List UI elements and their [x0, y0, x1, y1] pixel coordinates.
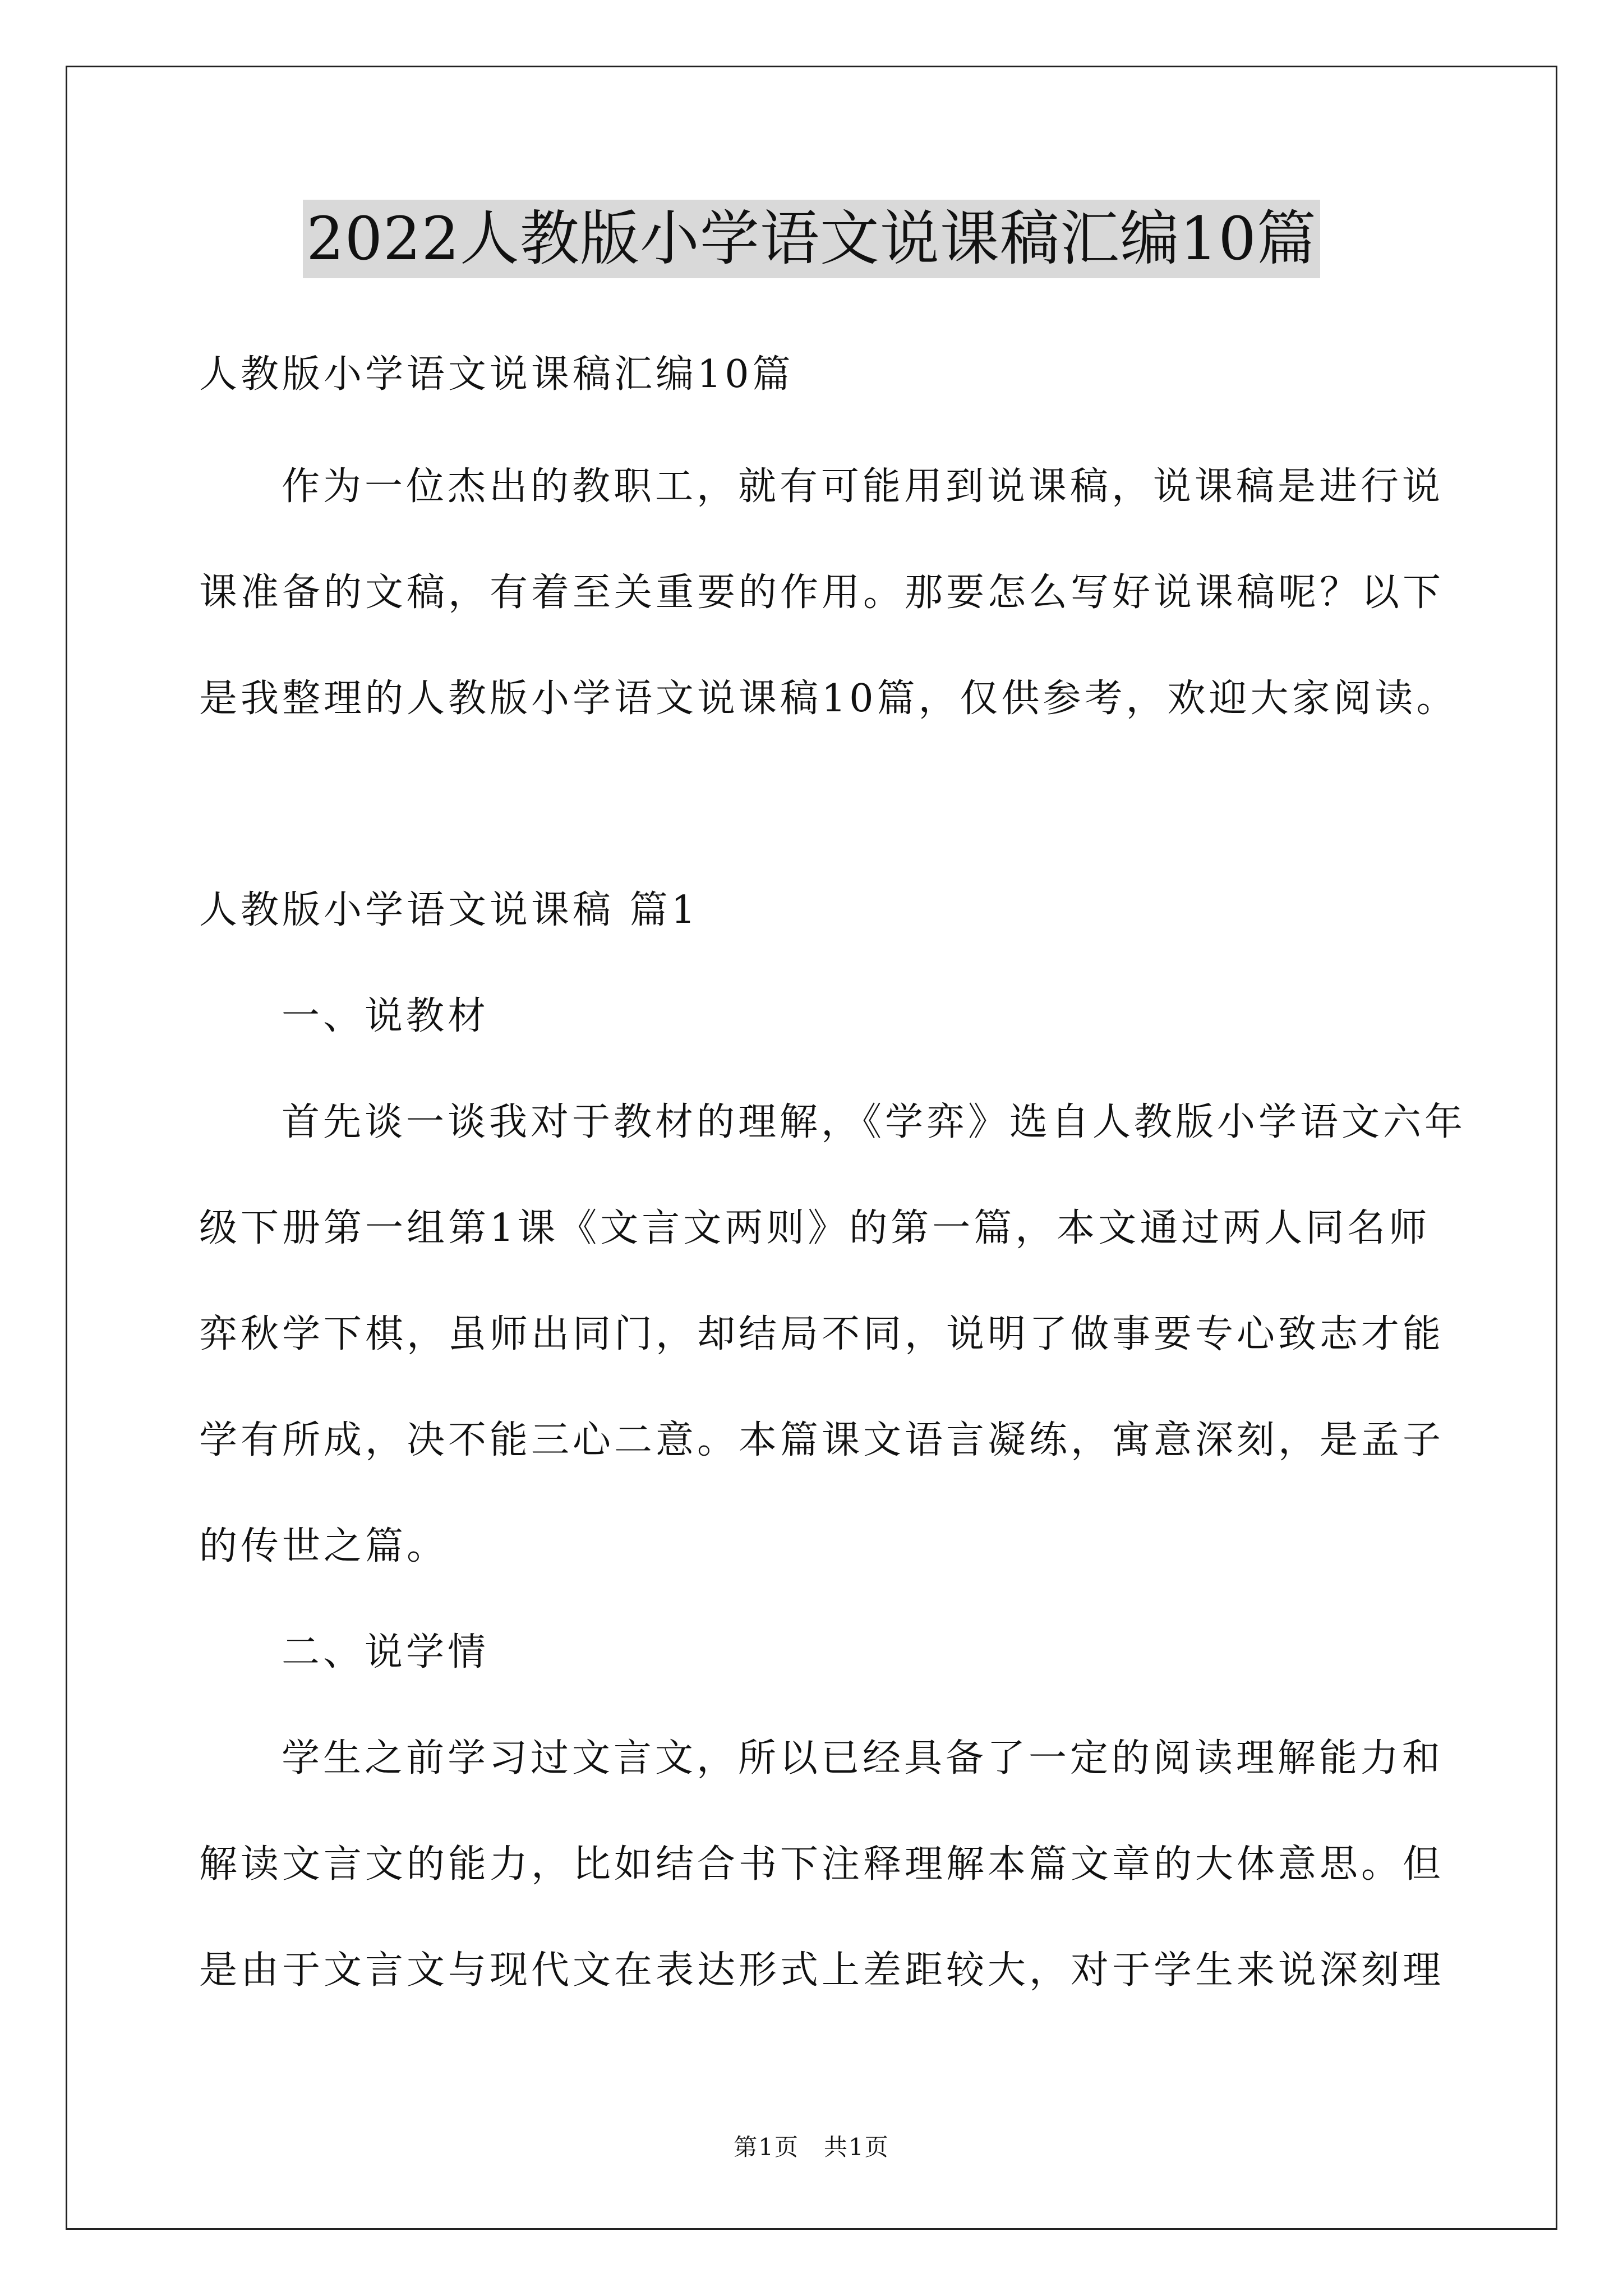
paragraph-line: 级下册第一组第1课《文言文两则》的第一篇，本文通过两人同名师	[199, 1206, 1431, 1250]
paragraph-line: 学有所成，决不能三心二意。本篇课文语言凝练，寓意深刻，是孟子	[199, 1418, 1445, 1462]
document-title: 2022人教版小学语文说课稿汇编10篇	[303, 200, 1320, 278]
intro-line-3: 是我整理的人教版小学语文说课稿10篇，仅供参考，欢迎大家阅读。	[199, 677, 1458, 721]
title-container	[0, 200, 1623, 278]
subheading-students: 二、说学情	[282, 1630, 490, 1674]
page-footer: 第1页 共1页	[734, 2133, 889, 2161]
paragraph-line: 首先谈一谈我对于教材的理解，《学弈》选自人教版小学语文六年	[282, 1100, 1467, 1144]
subheading-textbook: 一、说教材	[282, 994, 490, 1038]
subtitle-line: 人教版小学语文说课稿汇编10篇	[199, 352, 794, 397]
paragraph-line: 解读文言文的能力，比如结合书下注释理解本篇文章的大体意思。但	[199, 1842, 1445, 1887]
paragraph-line: 的传世之篇。	[199, 1524, 449, 1568]
paragraph-line: 弈秋学下棋，虽师出同门，却结局不同，说明了做事要专心致志才能	[199, 1312, 1445, 1356]
intro-line-2: 课准备的文稿，有着至关重要的作用。那要怎么写好说课稿呢？以下	[199, 570, 1445, 615]
paragraph-line: 学生之前学习过文言文，所以已经具备了一定的阅读理解能力和	[282, 1736, 1444, 1780]
intro-line-1: 作为一位杰出的教职工，就有可能用到说课稿，说课稿是进行说	[282, 464, 1444, 509]
section-heading: 人教版小学语文说课稿 篇1	[199, 888, 699, 932]
paragraph-line: 是由于文言文与现代文在表达形式上差距较大，对于学生来说深刻理	[199, 1948, 1445, 1993]
